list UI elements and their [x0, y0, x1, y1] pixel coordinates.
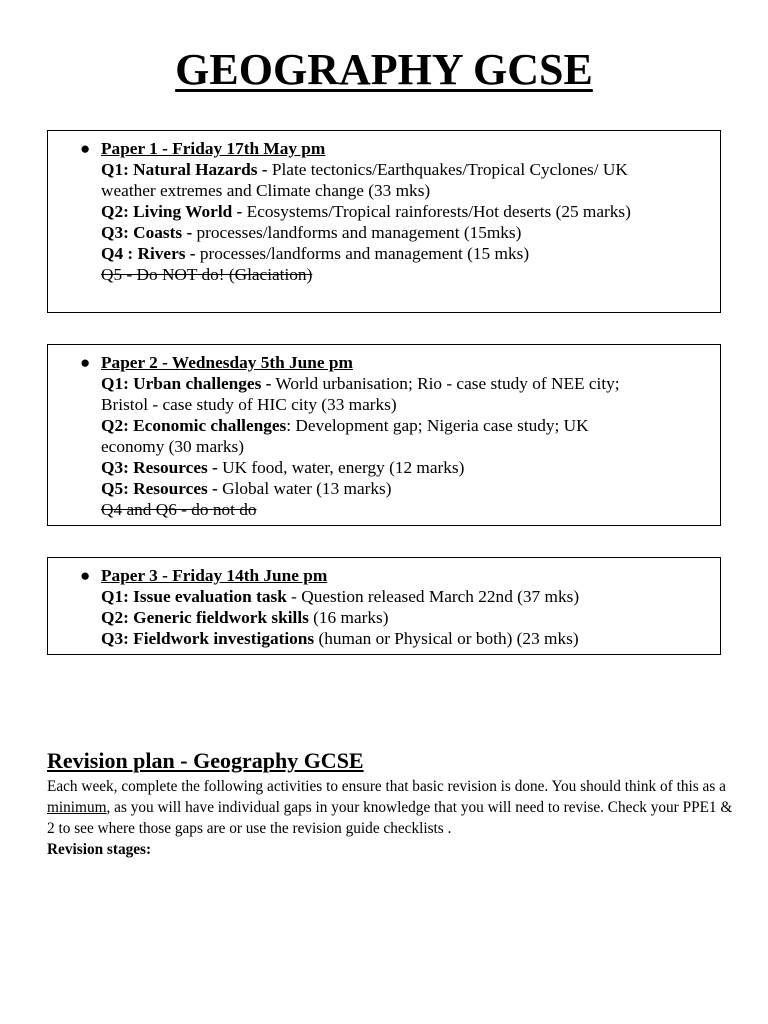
paper-3-line-3 — [101, 628, 710, 649]
paper-1-box — [47, 130, 721, 313]
question-text: - Question released March 22nd (37 mks) — [286, 587, 580, 606]
question-text: Plate tectonics/Earthquakes/Tropical Cyclones/ UK — [267, 160, 628, 179]
question-label: Q3: Coasts - — [101, 223, 193, 242]
bullet-icon: ● — [80, 566, 91, 585]
paper-2-struck-line: Q4 and Q6 - do not do — [101, 500, 257, 519]
question-text: Ecosystems/Tropical rainforests/Hot deserts (25 marks) — [242, 202, 631, 221]
paper-1-list — [80, 138, 710, 285]
paper-2-line-5 — [101, 457, 710, 478]
paper-3-line-2 — [101, 607, 710, 628]
paper-3-line-1 — [101, 586, 710, 607]
bullet-icon: ● — [80, 139, 91, 158]
question-text: (human or Physical or both) (23 mks) — [314, 629, 579, 648]
question-label: Q1: Natural Hazards - — [101, 160, 268, 179]
question-text: UK food, water, energy (12 marks) — [217, 458, 465, 477]
bullet-icon: ● — [80, 353, 91, 372]
revision-paragraph — [47, 776, 737, 839]
revision-stages-label: Revision stages: — [47, 841, 152, 858]
question-text: Bristol - case study of HIC city (33 marks) — [101, 395, 397, 414]
question-text: processes/landforms and management (15 mks) — [195, 244, 530, 263]
question-label: Q5: Resources - — [101, 479, 218, 498]
question-text: : Development gap; Nigeria case study; UK — [286, 416, 589, 435]
paper-2-line-3 — [101, 415, 710, 436]
page-title — [0, 44, 768, 96]
paragraph-text: Each week, complete the following activities to ensure that basic revision is done. You should think of this as a — [47, 778, 726, 795]
question-label: Q1: Urban challenges - — [101, 374, 272, 393]
question-label: Q4 : Rivers - — [101, 244, 196, 263]
question-label: Q1: Issue evaluation task — [101, 587, 287, 606]
paper-2-box — [47, 344, 721, 526]
page-title-text: GEOGRAPHY GCSE — [175, 45, 593, 94]
paragraph-text: , as you will have individual gaps in your knowledge that you will need to revise. Check your PPE1 & 2 to see where those gaps are or use the revision guide checklists . — [47, 799, 733, 837]
question-text: Global water (13 marks) — [217, 479, 392, 498]
paper-1-line-1 — [101, 159, 710, 180]
paragraph-emphasis: minimum — [47, 799, 107, 816]
question-label: Q2: Generic fieldwork skills — [101, 608, 309, 627]
question-label: Q3: Fieldwork investigations — [101, 629, 315, 648]
question-text: processes/landforms and management (15mks) — [192, 223, 522, 242]
question-label: Q3: Resources - — [101, 458, 218, 477]
question-text: World urbanisation; Rio - case study of NEE city; — [271, 374, 620, 393]
revision-plan-title: Revision plan - Geography GCSE — [47, 748, 364, 773]
question-text: economy (30 marks) — [101, 437, 245, 456]
paper-3-box — [47, 557, 721, 655]
paper-3-list — [80, 565, 710, 649]
paper-2-heading: Paper 2 - Wednesday 5th June pm — [101, 353, 353, 372]
paper-2-list — [80, 352, 710, 520]
paper-1-struck-line: Q5 - Do NOT do! (Glaciation) — [101, 265, 313, 284]
paper-1-heading: Paper 1 - Friday 17th May pm — [101, 139, 326, 158]
paper-1-line-3 — [101, 201, 710, 222]
paper-2-line-6 — [101, 478, 710, 499]
paper-3-heading: Paper 3 - Friday 14th June pm — [101, 566, 328, 585]
paper-2-line-4 — [101, 436, 710, 457]
question-label: Q2: Living World - — [101, 202, 243, 221]
paper-2-line-1 — [101, 373, 710, 394]
paper-1-line-4 — [101, 222, 710, 243]
paper-1-line-5 — [101, 243, 710, 264]
paper-2-line-2 — [101, 394, 710, 415]
question-label: Q2: Economic challenges — [101, 416, 287, 435]
question-text: (16 marks) — [308, 608, 389, 627]
paper-1-line-2 — [101, 180, 710, 201]
question-text: weather extremes and Climate change (33 mks) — [101, 181, 431, 200]
